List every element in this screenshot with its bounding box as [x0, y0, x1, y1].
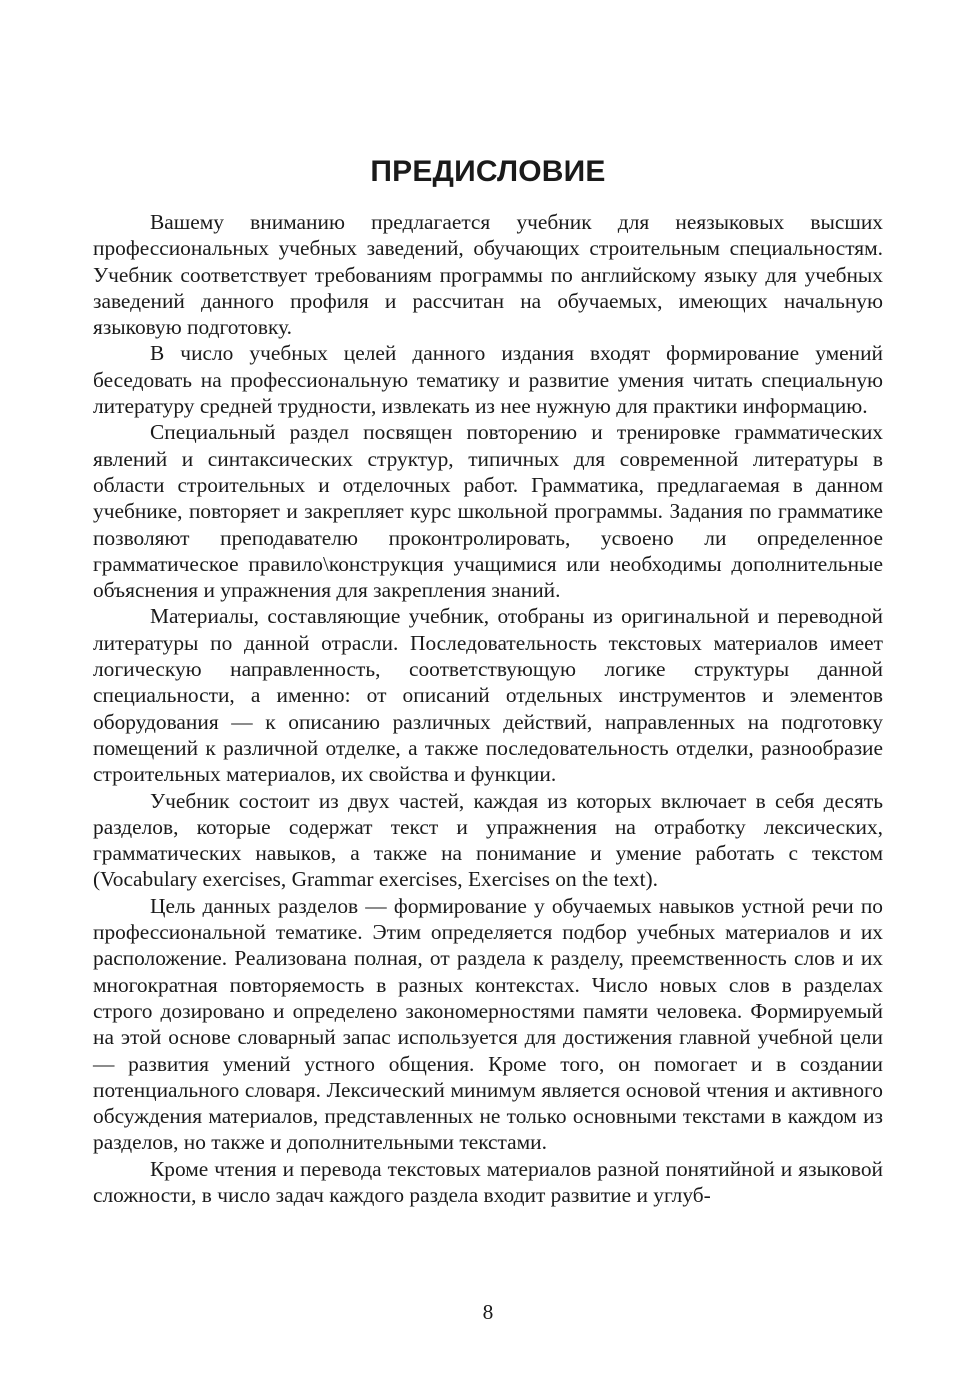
paragraph-goals: В число учебных целей данного издания входят формирование умений беседовать на профессиональную тематику и развитие умения читать специальную литературу средней трудности, извлекать из нее нужную для практики информацию. — [93, 341, 883, 419]
paragraph-aims: Цель данных разделов — формирование у обучаемых навыков устной речи по профессиональной тематике. Этим определяется подбор учебных материалов и их расположение. Реализована полная, от раздела к разделу, преемственность слов и их многократная повторяемость в разных контекстах. Число новых слов в разделах строго дозировано и определено закономерностями памяти человека. Формируемый на этой основе словарный запас используется для достижения главной учебной цели — развития умений устного общения. Кроме того, он помогает и в создании потенциального словаря. Лексический минимум является основой чтения и активного обсуждения материалов, представленных не только основными текстами в каждом из разделов, но также и дополнительными текстами. — [93, 893, 883, 1155]
body-text — [93, 209, 883, 1208]
paragraph-structure: Учебник состоит из двух частей, каждая из которых включает в себя десять разделов, которые содержат текст и упражнения на отработку лексических, грамматических навыков, а также на понимание и умение работать с текстом (Vocabulary exercises, Grammar exercises, Exercises on the text). — [93, 788, 883, 892]
paragraph-materials: Материалы, составляющие учебник, отобраны из оригинальной и переводной литературы по данной отрасли. Последовательность текстовых материалов имеет логическую направленность, соответствующую логике структуры данной специальности, а именно: от описаний отдельных инструментов и элементов оборудования — к описанию различных действий, направленных на подготовку помещений к различной отделке, а также последовательность отделки, разнообразие строительных материалов, их свойства и функции. — [93, 604, 883, 787]
paragraph-reading: Кроме чтения и перевода текстовых материалов разной понятийной и языковой сложности, в число задач каждого раздела входит развитие и углуб- — [93, 1156, 883, 1207]
page-number: 8 — [482, 1300, 494, 1324]
page-title: ПРЕДИСЛОВИЕ — [370, 155, 606, 188]
paragraph-grammar: Специальный раздел посвящен повторению и тренировке грамматических явлений и синтаксических структур, типичных для современной литературы в области строительных и отделочных работ. Грамматика, предлагаемая в данном учебнике, повторяет и закрепляет курс школьной программы. Задания по грамматике позволяют преподавателю проконтролировать, усвоено ли определенное грамматическое правило\конструкция учащимися или необходимы дополнительные объяснения и упражнения для закрепления знаний. — [93, 420, 883, 603]
paragraph-intro: Вашему вниманию предлагается учебник для неязыковых высших профессиональных учебных заведений, обучающих строительным специальностям. Учебник соответствует требованиям программы по английскому языку для учебных заведений данного профиля и рассчитан на обучаемых, имеющих начальную языковую подготовку. — [93, 210, 883, 340]
